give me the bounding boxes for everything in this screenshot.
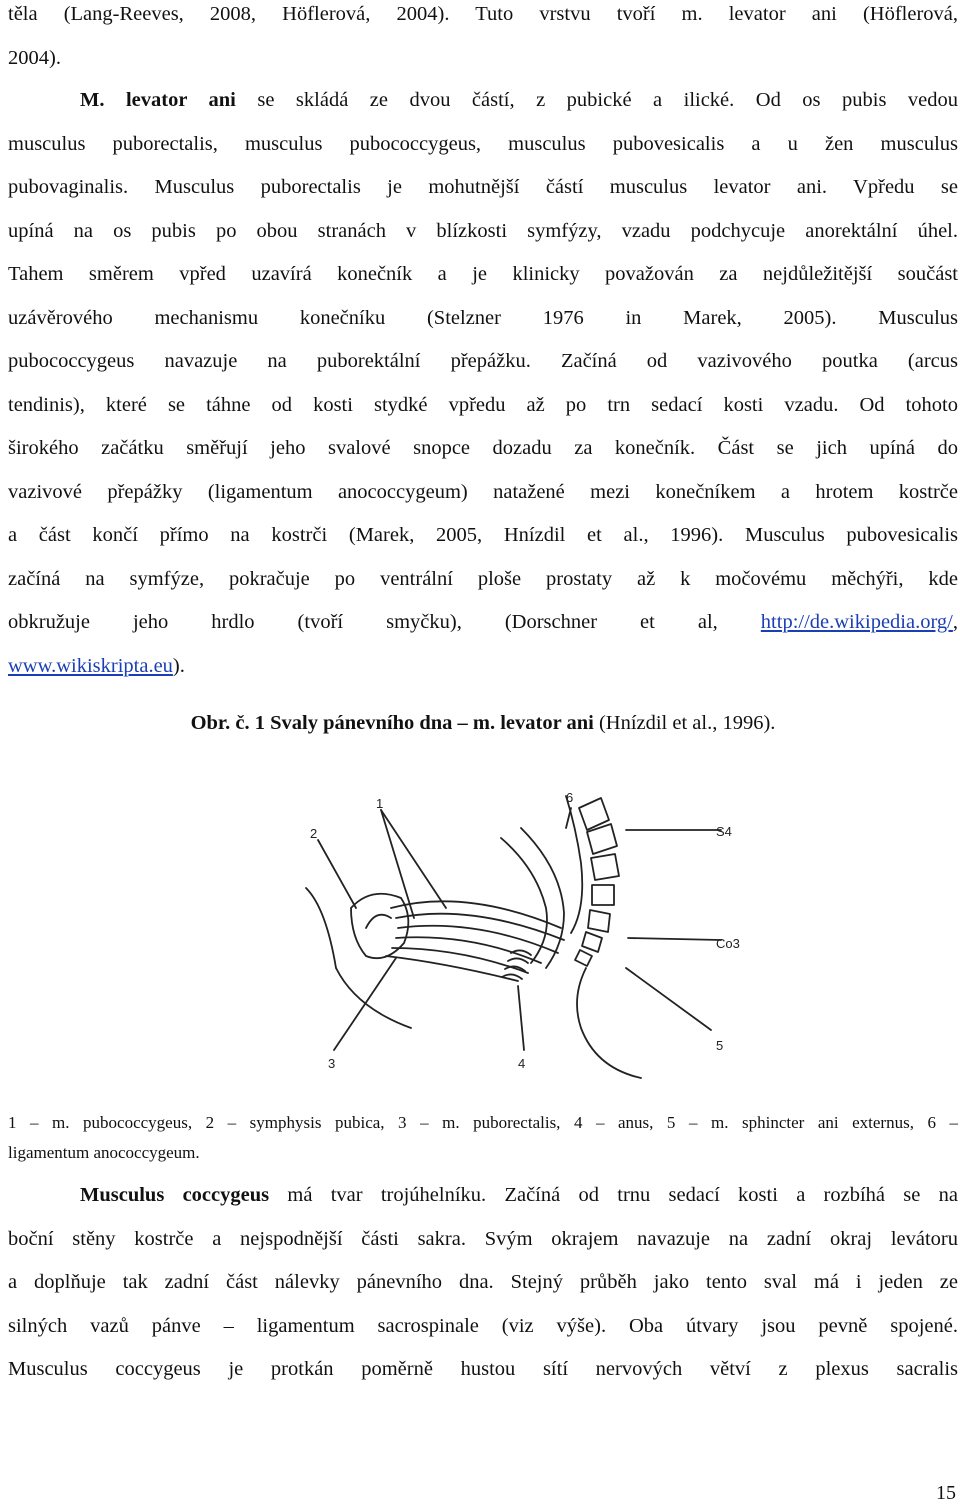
text-line: upíná na os pubis po obou stranách v blízkosti symfýzy, vzadu podchycuje anorektální úhel. <box>8 219 958 242</box>
figure-label-5: 5 <box>716 1038 724 1053</box>
text-line: silných vazů pánve – ligamentum sacrospinale (viz výše). Oba útvary jsou pevně spojené. <box>8 1314 958 1337</box>
text-line: pubococcygeus navazuje na puborektální přepážku. Začíná od vazivového poutka (arcus <box>8 350 958 372</box>
figure-title-citation: (Hnízdil et al., 1996). <box>593 712 776 734</box>
page-number: 15 <box>936 1482 956 1504</box>
text-line-with-link: www.wikiskripta.eu). <box>8 654 185 677</box>
text-line: tendinis), které se táhne od kosti stydké vpředu až po trn sedací kosti vzadu. Od tohoto <box>8 393 958 416</box>
text-line-with-link: obkružuje jeho hrdlo (tvoří smyčku), (Dorschner et al, http://de.wikipedia.org/, <box>8 611 958 633</box>
figure-label-s4: S4 <box>716 824 732 839</box>
text-line: pubovaginalis. Musculus puborectalis je mohutnější částí musculus levator ani. Vpředu se <box>8 176 958 198</box>
text-line: Tahem směrem vpřed uzavírá konečník a je klinicky považován za nejdůležitější součást <box>8 263 958 285</box>
figure-label-2: 2 <box>310 826 318 841</box>
figure-label-4: 4 <box>518 1056 526 1071</box>
text-line: M. levator ani se skládá ze dvou částí, z pubické a ilické. Od os pubis vedou <box>80 89 958 111</box>
text-line: vazivové přepážky (ligamentum anococcygeum) natažené mezi konečníkem a hrotem kostrče <box>8 480 958 503</box>
figure-label-3: 3 <box>328 1056 336 1071</box>
text-line: širokého začátku směřují jeho svalové snopce dozadu za konečník. Část se jich upíná do <box>8 437 958 459</box>
text-line: boční stěny kostrče a nejspodnější části sakra. Svým okrajem navazuje na zadní okraj levátoru <box>8 1227 958 1250</box>
figure-caption <box>8 1108 958 1168</box>
wikiskripta-link[interactable]: www.wikiskripta.eu <box>8 654 173 677</box>
pelvic-floor-drawing <box>296 768 766 1093</box>
figure-title-bold: Obr. č. 1 Svaly pánevního dna – m. levator ani <box>190 712 594 734</box>
paragraph-continuation <box>8 0 958 80</box>
text-line: Musculus coccygeus má tvar trojúhelníku. Začíná od trnu sedací kosti a rozbíhá se na <box>80 1184 959 1206</box>
pelvic-floor-illustration <box>296 768 766 1093</box>
wikipedia-link[interactable]: http://de.wikipedia.org/ <box>760 611 953 633</box>
bold-term: Musculus coccygeus <box>80 1184 270 1206</box>
figure-label-6: 6 <box>566 790 574 805</box>
text-line: těla (Lang-Reeves, 2008, Höflerová, 2004). Tuto vrstvu tvoří m. levator ani (Höflerová, <box>8 3 958 25</box>
paragraph-coccygeus <box>8 1174 958 1392</box>
paragraph-levator-ani <box>8 79 958 688</box>
figure-title <box>8 712 958 735</box>
text-line: musculus puborectalis, musculus pubococcygeus, musculus pubovesicalis a u žen musculus <box>8 132 958 155</box>
caption-line: 1 – m. pubococcygeus, 2 – symphysis pubica, 3 – m. puborectalis, 4 – anus, 5 – m. sphincter ani externus, 6 – <box>8 1113 958 1132</box>
text-line: Musculus coccygeus je protkán poměrně hustou sítí nervových větví z plexus sacralis <box>8 1358 958 1380</box>
text-line: uzávěrového mechanismu konečníku (Stelzner 1976 in Marek, 2005). Musculus <box>8 306 958 329</box>
caption-line: ligamentum anococcygeum. <box>8 1143 200 1162</box>
text-line: 2004). <box>8 46 61 69</box>
bold-term: M. levator ani <box>80 89 236 111</box>
text-line: a část končí přímo na kostrči (Marek, 2005, Hnízdil et al., 1996). Musculus pubovesicalis <box>8 524 958 546</box>
figure-label-1: 1 <box>376 796 384 811</box>
figure-label-co3: Co3 <box>716 936 740 951</box>
text-line: začíná na symfýze, pokračuje po ventrální ploše prostaty až k močovému měchýři, kde <box>8 567 958 590</box>
text-line: a doplňuje tak zadní část nálevky pánevního dna. Stejný průběh jako tento sval má i jeden ze <box>8 1271 958 1293</box>
